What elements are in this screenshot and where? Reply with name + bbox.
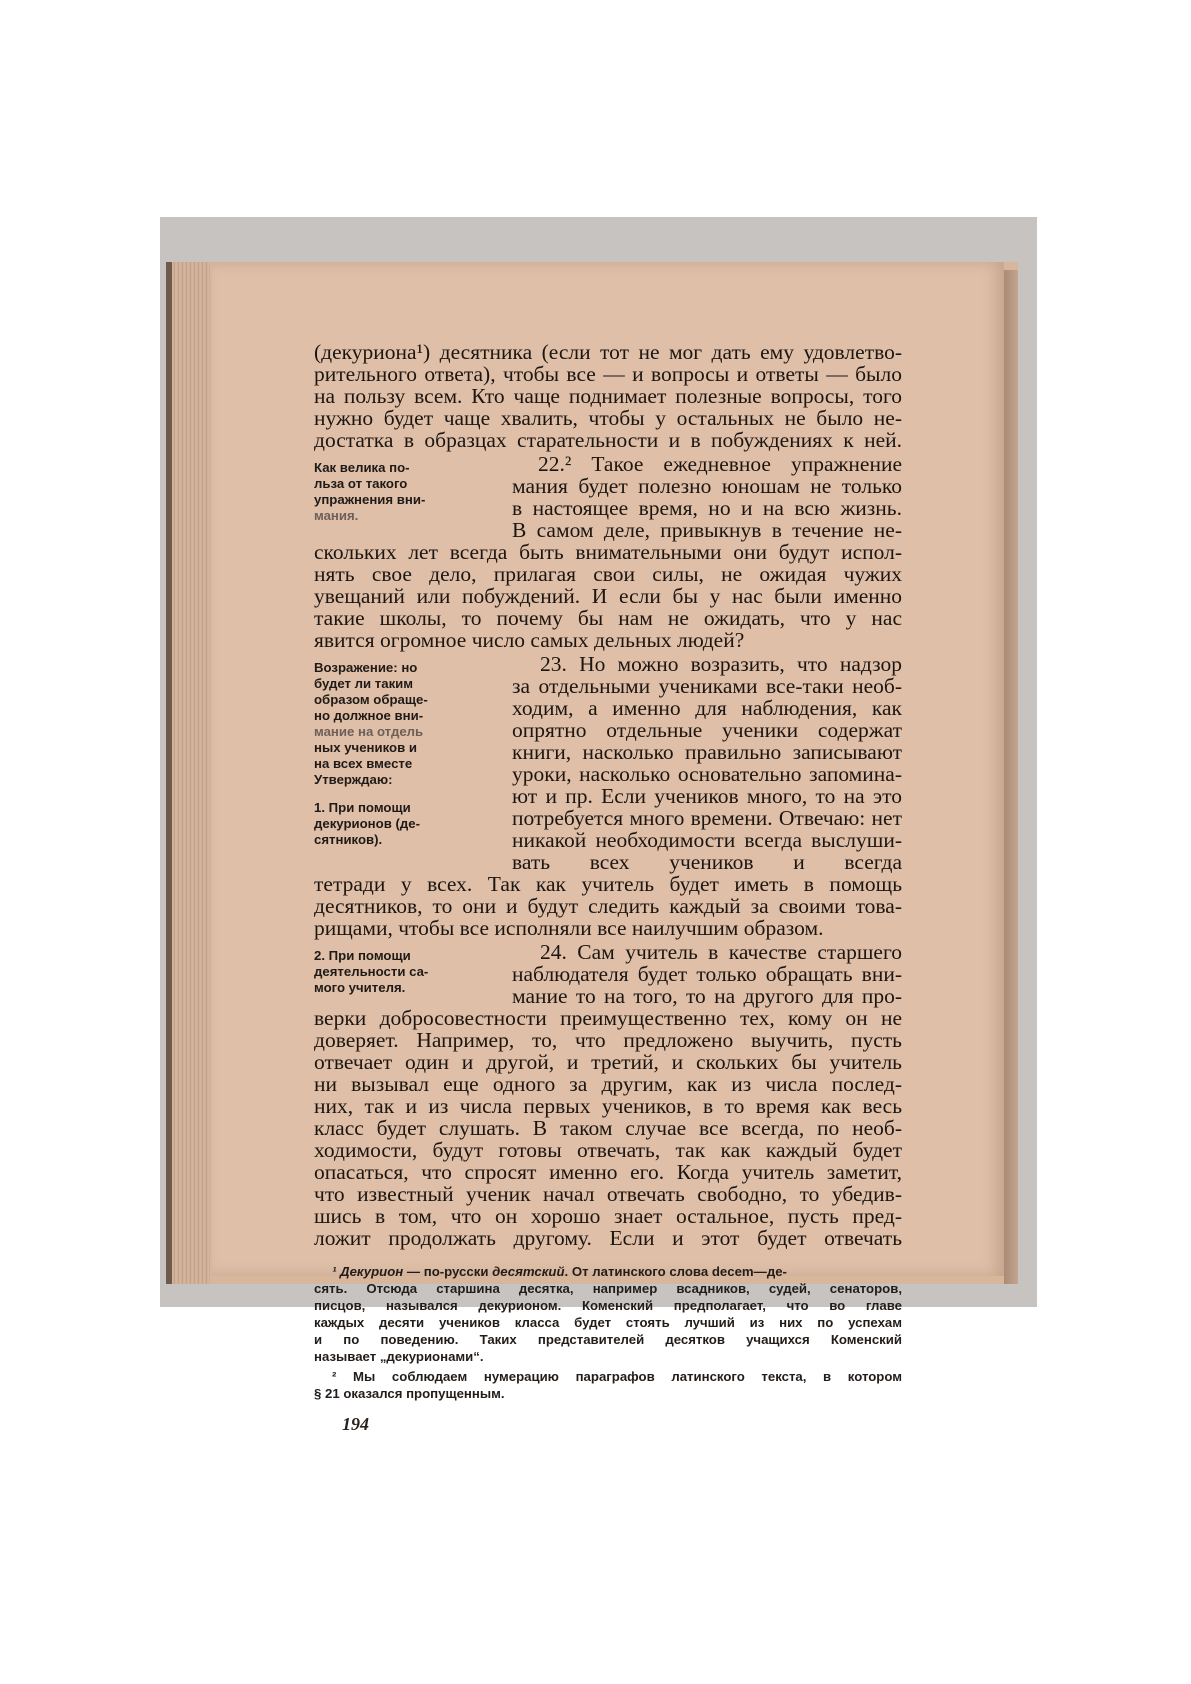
body-line: уроки, насколько основательно запомина-	[512, 762, 902, 786]
body-line: них, так и из числа первых учеников, в то время как весь	[314, 1094, 902, 1118]
body-line: что известный ученик начал отвечать свободно, то убедив-	[314, 1182, 902, 1206]
body-line: наблюдателя будет только обращать вни-	[512, 962, 902, 986]
body-line: явится огромное число самых дельных людей?	[314, 628, 745, 652]
body-line: шись в том, что он хорошо знает остальное, пусть пред-	[314, 1204, 902, 1228]
body-line: верки добросовестности преимущественно тех, кому он не	[314, 1006, 902, 1030]
footnote-text: . От латинского слова decem—де-	[564, 1264, 787, 1279]
body-line: мание то на того, то на другого для про-	[512, 984, 902, 1008]
footnote-line: каждых десяти учеников класса будет стоять лучший из них по успехам	[314, 1315, 902, 1330]
footnote-line: ² Мы соблюдаем нумерацию параграфов латинского текста, в котором	[332, 1369, 902, 1384]
body-line: никакой необходимости всегда выслуши-	[512, 828, 902, 852]
book-spine-edge	[166, 262, 172, 1284]
body-line: вать всех учеников и всегда	[512, 850, 902, 874]
margin-note-line: будет ли таким	[314, 676, 414, 691]
margin-note-line: мого учителя.	[314, 980, 406, 995]
body-line: рищами, чтобы все исполняли все наилучшим образом.	[314, 916, 824, 940]
body-line: достатка в образцах старательности и в побуждениях к ней.	[314, 428, 902, 452]
footnote-line: и по поведению. Таких представителей десятков учащихся Коменский	[314, 1332, 902, 1347]
margin-note-line: Как велика по-	[314, 460, 410, 475]
page-edges	[166, 262, 210, 1284]
margin-note-line: мания.	[314, 508, 359, 523]
body-line: опасаться, что спросят именно его. Когда учитель заметит,	[314, 1160, 902, 1184]
body-line: ют и пр. Если учеников много, то на это	[512, 784, 902, 808]
body-line: книги, насколько правильно записывают	[512, 740, 902, 764]
body-line: за отдельными учениками все-таки необ-	[512, 674, 902, 698]
margin-note-line: 2. При помощи	[314, 948, 411, 963]
footnote-line: сять. Отсюда старшина десятка, например всадников, судей, сенаторов,	[314, 1281, 902, 1296]
body-line: тетради у всех. Так как учитель будет иметь в помощь	[314, 872, 902, 896]
margin-note-line: упражнения вни-	[314, 492, 426, 507]
margin-note-line: 1. При помощи	[314, 800, 411, 815]
body-line: ни вызывал еще одного за другим, как из числа послед-	[314, 1072, 902, 1096]
margin-note-line: сятников).	[314, 832, 383, 847]
page-number: 194	[342, 1414, 369, 1434]
margin-note-line: льза от такого	[314, 476, 408, 491]
body-line: (декуриона¹) десятника (если тот не мог дать ему удовлетво-	[314, 340, 902, 364]
body-line: ходим, а именно для наблюдения, как	[512, 696, 902, 720]
body-line: в настоящее время, но и на всю жизнь.	[512, 496, 902, 520]
body-line: ходимости, будут готовы отвечать, так как каждый будет	[314, 1138, 902, 1162]
margin-note-line: образом обраще-	[314, 692, 428, 707]
body-line: нять свое дело, прилагая свои силы, не ожидая чужих	[314, 562, 902, 586]
body-line: потребуется много времени. Отвечаю: нет	[512, 806, 902, 830]
margin-note-line: Утверждаю:	[314, 772, 393, 787]
footnote-text: — по-русски	[403, 1264, 493, 1279]
body-line: скольких лет всегда быть внимательными они будут испол-	[314, 540, 902, 564]
footnote-1-first-line	[332, 1264, 787, 1281]
margin-note-line: деятельности са-	[314, 964, 429, 979]
margin-note-line: но должное вни-	[314, 708, 424, 723]
body-line: 23. Но можно возразить, что надзор	[540, 652, 902, 676]
body-line: класс будет слушать. В таком случае все всегда, по необ-	[314, 1116, 902, 1140]
footnote-line: называет „декурионами“.	[314, 1349, 484, 1364]
margin-note-line: мание на отдель	[314, 724, 424, 739]
body-line: 24. Сам учитель в качестве старшего	[540, 940, 902, 964]
body-line: на пользу всем. Кто чаще поднимает полезные вопросы, того	[314, 384, 902, 408]
body-line: такие школы, то почему бы нам не ожидать, что у нас	[314, 606, 902, 630]
margin-note-line: Возражение: но	[314, 660, 418, 675]
page-fore-edge	[1004, 270, 1018, 1284]
body-line: нужно будет чаще хвалить, чтобы у остальных не было не-	[314, 406, 902, 430]
footnote-line: писцов, назывался декурионом. Коменский предполагает, что во главе	[314, 1298, 902, 1313]
margin-note-line: на всех вместе	[314, 756, 413, 771]
body-line: мания будет полезно юношам не только	[512, 474, 902, 498]
body-line: ложит продолжать другому. Если и этот будет отвечать	[314, 1226, 902, 1250]
footnote-line: § 21 оказался пропущенным.	[314, 1386, 505, 1401]
body-line: увещаний или побуждений. И если бы у нас были именно	[314, 584, 902, 608]
margin-note-line: декурионов (де-	[314, 816, 420, 831]
body-line: рительного ответа), чтобы все — и вопросы и ответы — было	[314, 362, 902, 386]
body-line: 22.² Такое ежедневное упражнение	[538, 452, 902, 476]
body-line: доверяет. Например, то, что предложено выучить, пусть	[314, 1028, 902, 1052]
body-line: В самом деле, привыкнув в течение не-	[512, 518, 902, 542]
body-line: опрятно отдельные ученики содержат	[512, 718, 902, 742]
body-line: десятников, то они и будут следить каждый за своими това-	[314, 894, 902, 918]
body-line: отвечает один и другой, и третий, и скольких бы учитель	[314, 1050, 902, 1074]
footnote-term: десятский	[492, 1264, 565, 1279]
margin-note-line: ных учеников и	[314, 740, 417, 755]
footnote-term: ¹ Декурион	[332, 1264, 404, 1279]
